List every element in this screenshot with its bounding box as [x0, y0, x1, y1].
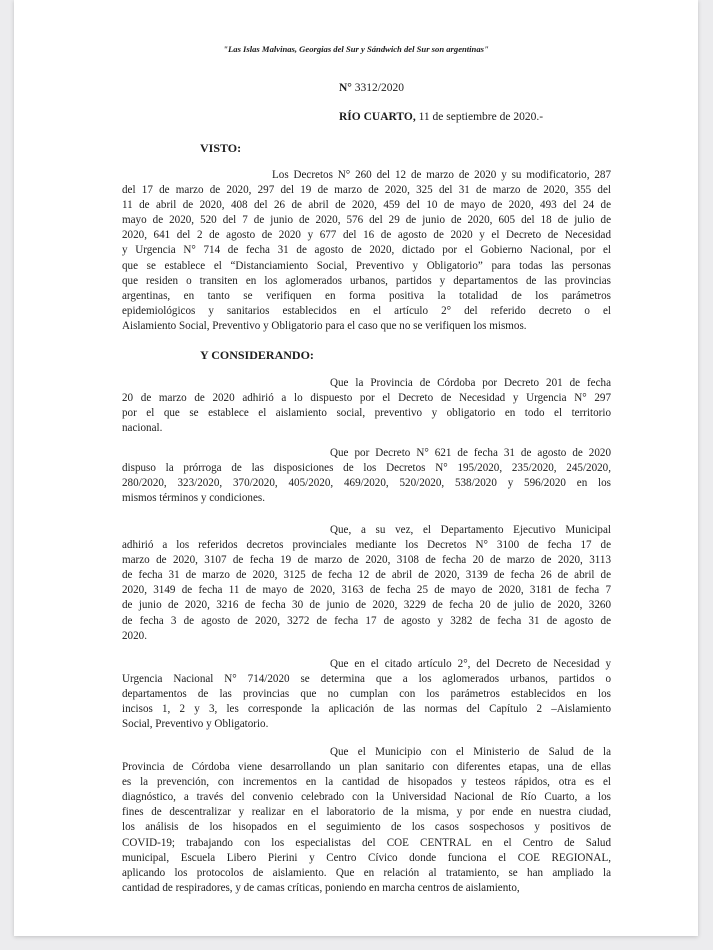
paragraph-line: 2020, 3149 de fecha 11 de mayo de 2020, 3163 de fecha 25 de mayo de 2020, 3181 de fecha 7: [122, 584, 611, 597]
paragraph-line: Que por Decreto N° 621 de fecha 31 de agosto de 2020: [330, 447, 611, 459]
paragraph-line: Urgencia Nacional N° 714/2020 se determina que a los aglomerados urbanos, partidos o: [122, 673, 611, 686]
paragraph-line: por el que se establece el aislamiento social, preventivo y obligatorio en todo el territorio: [122, 407, 611, 420]
paragraph-line: Que en el citado artículo 2°, del Decreto de Necesidad y: [330, 658, 611, 670]
paragraph-considerando-4: [122, 657, 611, 732]
paragraph-considerando-2: [122, 446, 611, 506]
paragraph-line: mismos términos y condiciones.: [122, 492, 265, 505]
paragraph-line: mayo de 2020, 520 del 7 de junio de 2020, 576 del 29 de junio de 2020, 605 del 18 de julio de: [122, 214, 611, 227]
paragraph-line: dispuso la prórroga de las disposiciones de los Decretos N° 195/2020, 235/2020, 245/2020,: [122, 462, 611, 475]
paragraph-line: aplicando los protocolos de aislamiento. Que en relación al tratamiento, se han ampliado la: [122, 866, 611, 879]
place-date: [339, 111, 543, 123]
paragraph-line: 2020, 641 del 2 de agosto de 2020 y 677 del 16 de agosto de 2020 y el Decreto de Necesidad: [122, 229, 611, 242]
decree-number: [339, 82, 404, 94]
paragraph-line: Que el Municipio con el Ministerio de Salud de la: [330, 746, 611, 758]
motto: "Las Islas Malvinas, Georgias del Sur y Sándwich del Sur son argentinas": [223, 44, 489, 54]
paragraph-considerando-3: [122, 523, 611, 644]
paragraph-line: 20 de marzo de 2020 adhirió a lo dispuesto por el Decreto de Necesidad y Urgencia N° 297: [122, 392, 611, 405]
paragraph-line: que se establece el “Distanciamiento Social, Preventivo y Obligatorio” para todas las personas: [122, 259, 611, 272]
paragraph-line: 11 de abril de 2020, 408 del 26 de abril de 2020, 459 del 10 de mayo de 2020, 493 del 24 de: [122, 199, 611, 212]
paragraph-line: epidemiológicos y sanitarios establecidos en el artículo 2° del referido decreto o el: [122, 304, 611, 317]
paragraph-line: de junio de 2020, 3216 de fecha 30 de junio de 2020, 3229 de fecha 20 de julio de 2020, 3260: [122, 599, 611, 612]
paragraph-line: marzo de 2020, 3107 de fecha 19 de marzo de 2020, 3108 de fecha 20 de marzo de 2020, 3113: [122, 554, 611, 567]
paragraph-line: fines de descentralizar y realizar en el laboratorio de la misma, y por ende en nuestra ciudad,: [122, 806, 611, 819]
paragraph-line: nacional.: [122, 422, 163, 435]
document-page: [14, 0, 698, 936]
paragraph-line: es la prevención, con incrementos en la cantidad de hisopados y testeos rápidos, otra es el: [122, 776, 611, 789]
paragraph-line: Aislamiento Social, Preventivo y Obligatorio para el caso que no se verifiquen los mismos.: [122, 319, 527, 332]
decree-number-value: 3312/2020: [354, 82, 404, 94]
paragraph-line: Que, a su vez, el Departamento Ejecutivo Municipal: [330, 524, 611, 536]
paragraph-line: de fecha 31 de marzo de 2020, 3125 de fecha 12 de abril de 2020, 3139 de fecha 26 de abril de: [122, 569, 611, 582]
paragraph-considerando-5: [122, 745, 611, 896]
paragraph-line: COVID-19; trabajando con los especialistas del COE CENTRAL en el Centro de Salud: [122, 836, 611, 849]
paragraph-line: Los Decretos N° 260 del 12 de marzo de 2020 y su modificatorio, 287: [272, 169, 611, 181]
place: RÍO CUARTO,: [339, 111, 416, 123]
paragraph-visto: [122, 168, 611, 334]
visto-heading: VISTO:: [200, 141, 242, 155]
decree-number-label: N°: [339, 82, 352, 94]
paragraph-line: Que la Provincia de Córdoba por Decreto 201 de fecha: [330, 377, 611, 389]
paragraph-line: los análisis de los hisopados en el seguimiento de los casos sospechosos y positivos de: [122, 821, 611, 834]
paragraph-line: 2020.: [122, 629, 147, 642]
paragraph-line: Social, Preventivo y Obligatorio.: [122, 718, 269, 731]
paragraph-line: argentinas, en tanto se verifiquen en forma positiva la totalidad de los parámetros: [122, 289, 611, 302]
paragraph-line: 280/2020, 323/2020, 370/2020, 405/2020, 469/2020, 520/2020, 538/2020 y 596/2020 en los: [122, 477, 611, 490]
paragraph-line: cantidad de respiradores, y de camas críticas, poniendo en marcha centros de aislamiento,: [122, 881, 520, 894]
paragraph-line: incisos 1, 2 y 3, les corresponde la aplicación de las normas del Capítulo 2 –Aislamiento: [122, 703, 611, 716]
date: 11 de septiembre de 2020.-: [418, 111, 544, 123]
paragraph-line: departamentos de las provincias que no cumplan con los parámetros establecidos en los: [122, 688, 611, 701]
paragraph-line: que residen o transiten en los aglomerados urbanos, partidos y departamentos de las provincias: [122, 274, 611, 287]
paragraph-line: y Urgencia N° 714 de fecha 31 de agosto de 2020, dictado por el Gobierno Nacional, por el: [122, 244, 611, 257]
considerando-heading: Y CONSIDERANDO:: [200, 348, 314, 362]
paragraph-line: adhirió a los referidos decretos provinciales mediante los Decretos N° 3100 de fecha 17 de: [122, 539, 611, 552]
paragraph-line: Provincia de Córdoba viene desarrollando un plan sanitario con diferentes etapas, una de ellas: [122, 761, 611, 774]
paragraph-considerando-1: [122, 376, 611, 436]
paragraph-line: municipal, Escuela Libero Pierini y Centro Cívico donde funciona el COE REGIONAL,: [122, 851, 611, 864]
paragraph-line: de fecha 3 de agosto de 2020, 3272 de fecha 17 de agosto y 3282 de fecha 31 de agosto de: [122, 614, 611, 627]
paragraph-line: del 17 de marzo de 2020, 297 del 19 de marzo de 2020, 325 del 31 de marzo de 2020, 355 del: [122, 184, 611, 197]
paragraph-line: diagnóstico, a través del convenio celebrado con la Universidad Nacional de Río Cuarto, a los: [122, 791, 611, 804]
